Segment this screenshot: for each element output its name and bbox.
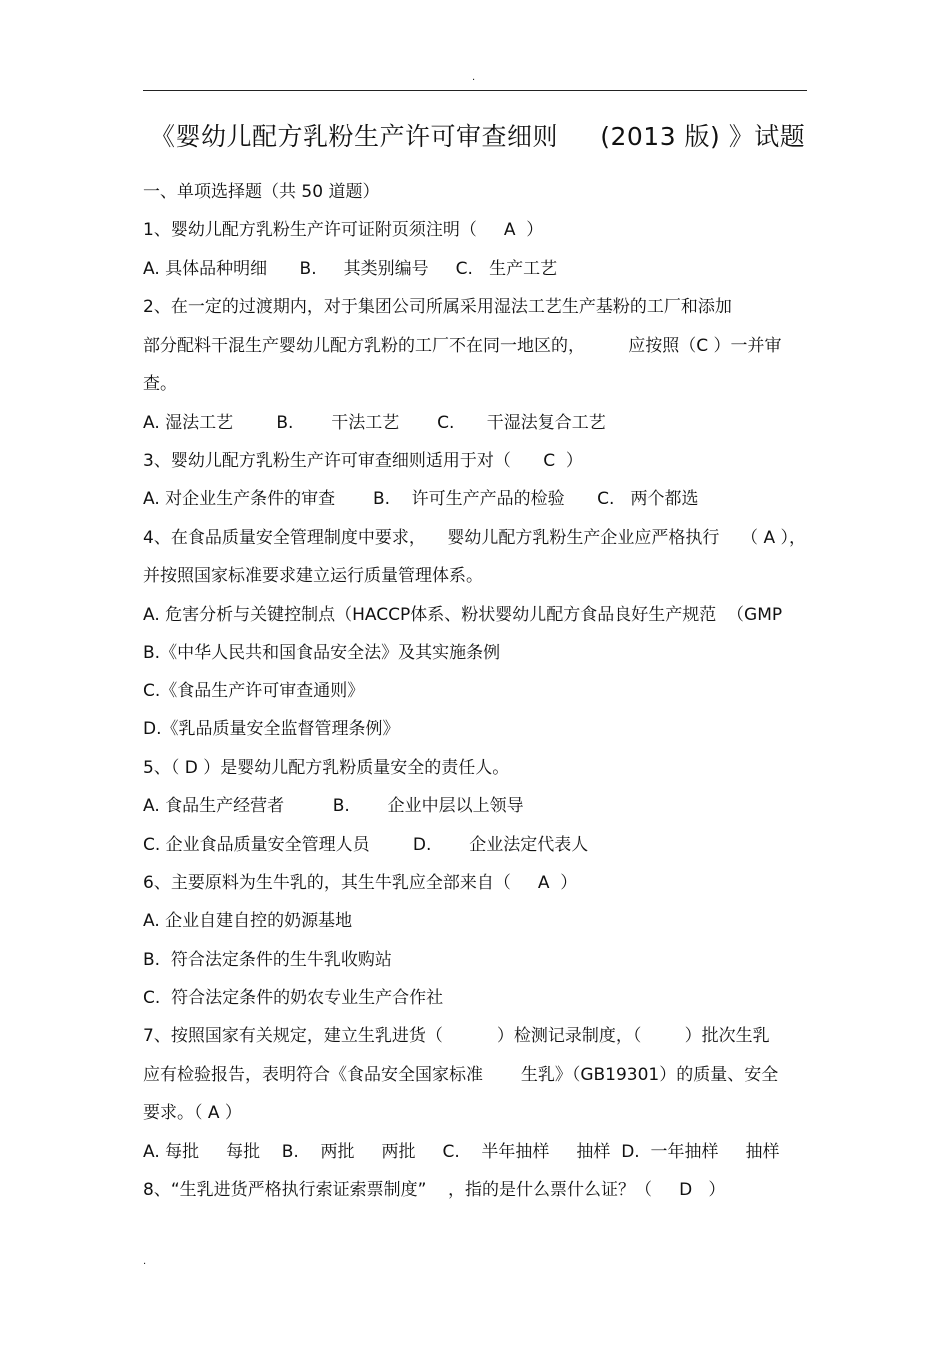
text-line: C.《食品生产许可审查通则》 <box>143 681 365 701</box>
text-line: D.《乳品质量安全监督管理条例》 <box>143 719 400 739</box>
text-line: 要求。（ A ） <box>143 1103 242 1123</box>
text-line: A. 食品生产经营者 B. 企业中层以上领导 <box>143 796 524 816</box>
text-line: A. 危害分析与关键控制点（HACCP体系、粉状婴幼儿配方食品良好生产规范 （GMP <box>143 605 783 625</box>
text-line: 部分配料干混生产婴幼儿配方乳粉的工厂不在同一地区的， 应按照（C ）一并审 <box>143 336 782 356</box>
text-line: 1、婴幼儿配方乳粉生产许可证附页须注明（ A ） <box>143 220 544 240</box>
text-line: 8、“生乳进货严格执行索证索票制度” ，指的是什么票什么证？（ D ） <box>143 1180 726 1200</box>
text-line: 应有检验报告，表明符合《食品安全国家标准 生乳》（GB19301）的质量、安全 <box>143 1065 779 1085</box>
page-top-mark: . <box>472 72 476 83</box>
text-line: 4、在食品质量安全管理制度中要求， 婴幼儿配方乳粉生产企业应严格执行 （ A ）， <box>143 528 806 548</box>
text-line: B. 符合法定条件的生牛乳收购站 <box>143 950 392 970</box>
text-line: 2、在一定的过渡期内，对于集团公司所属采用湿法工艺生产基粉的工厂和添加 <box>143 297 732 317</box>
text-line: A. 企业自建自控的奶源基地 <box>143 911 353 931</box>
text-line: 一、单项选择题（共 50 道题） <box>143 182 380 202</box>
document-title: 《婴幼儿配方乳粉生产许可审查细则 (2013 版) 》试题 <box>150 122 806 151</box>
text-line: 5、（ D ）是婴幼儿配方乳粉质量安全的责任人。 <box>143 758 510 778</box>
header-rule <box>143 90 807 91</box>
text-line: 查。 <box>143 374 177 394</box>
text-line: 6、主要原料为生牛乳的，其生牛乳应全部来自（ A ） <box>143 873 578 893</box>
text-line: C. 符合法定条件的奶农专业生产合作社 <box>143 988 444 1008</box>
text-line: 7、按照国家有关规定，建立生乳进货（ ）检测记录制度，（ ）批次生乳 <box>143 1026 770 1046</box>
text-line: A. 具体品种明细 B. 其类别编号 C. 生产工艺 <box>143 259 558 279</box>
text-line: A. 每批 每批 B. 两批 两批 C. 半年抽样 抽样 D. 一年抽样 抽样 <box>143 1142 780 1162</box>
text-line: A. 对企业生产条件的审查 B. 许可生产产品的检验 C. 两个都选 <box>143 489 699 509</box>
text-line: 并按照国家标准要求建立运行质量管理体系。 <box>143 566 483 586</box>
text-line: B.《中华人民共和国食品安全法》及其实施条例 <box>143 643 501 663</box>
page-bottom-mark: . <box>143 1256 147 1267</box>
text-line: C. 企业食品质量安全管理人员 D. 企业法定代表人 <box>143 835 589 855</box>
text-line: A. 湿法工艺 B. 干法工艺 C. 干湿法复合工艺 <box>143 413 606 433</box>
text-line: 3、婴幼儿配方乳粉生产许可审查细则适用于对（ C ） <box>143 451 583 471</box>
